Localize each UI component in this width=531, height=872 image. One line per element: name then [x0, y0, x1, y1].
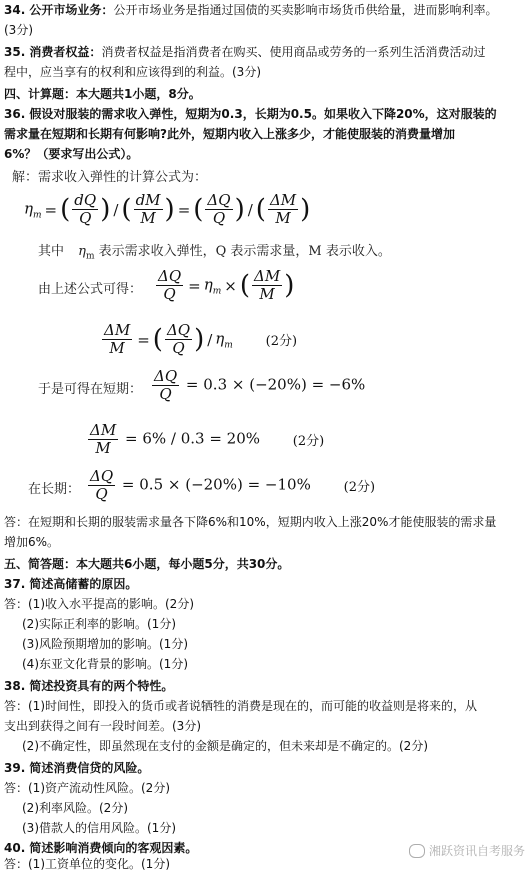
eta-symbol: η: [78, 244, 86, 259]
answer36-line2: 增加6%。: [4, 535, 60, 549]
derive-formula: $\frac{\Delta Q}{Q}$ = $\eta_m$ × ( $\frac{\Delta M}{M}$ ): [158, 267, 295, 303]
q38-answer1-cont: 支出到获得之间有一段时间差。(3分): [4, 719, 201, 733]
section5-heading: 五、简答题：本大题共6小题，每小题5分，共30分。: [4, 557, 290, 571]
elasticity-formula: $\eta_m$ = ( $\frac{dQ}{Q}$ ) / ( $\frac{dM}{M}$ ) = ( $\frac{\Delta Q}{Q}$ ) / ( $\frac{\Delta M}{M}$ ): [24, 191, 311, 227]
score-mark-3: (2分): [343, 480, 376, 495]
q37-title: 37. 简述高储蓄的原因。: [4, 577, 138, 591]
q34-line: [4, 2, 497, 18]
short-term-label: 于是可得在短期：: [38, 382, 143, 397]
q37-item: 答：(1)收入水平提高的影响。(2分): [4, 597, 194, 611]
where-line: [38, 244, 391, 265]
q37-item: (2)实际正利率的影响。(1分): [22, 617, 176, 631]
score-mark-1: (2分): [265, 334, 298, 349]
q37-item: (3)风险预期增加的影响。(1分): [22, 637, 188, 651]
q40-title: 40. 简述影响消费倾向的客观因素。: [4, 841, 198, 855]
q37-item: (4)东亚文化背景的影响。(1分): [22, 657, 188, 671]
q35-line: [4, 44, 485, 60]
income-change-formula: $\frac{\Delta M}{M}$ = ( $\frac{\Delta Q}{Q}$ ) / $\eta_m$ (2分): [104, 321, 298, 357]
eta-sub: m: [85, 251, 95, 262]
solution-intro: 解：需求收入弹性的计算公式为：: [12, 170, 208, 185]
section4-heading: 四、计算题：本大题共1小题，8分。: [4, 87, 201, 101]
score-mark-2: (2分): [292, 434, 325, 449]
q36-line2: 需求量在短期和长期有何影响?此外，短期内收入上涨多少，才能使服装的消费量增加: [4, 127, 455, 141]
q34-text: 公开市场业务是指通过国债的买卖影响市场货币供给量，进而影响利率。: [113, 3, 498, 17]
q34-title: 34. 公开市场业务：: [4, 3, 114, 17]
watermark: [409, 842, 525, 859]
q39-item: 答：(1)资产流动性风险。(2分): [4, 781, 170, 795]
q35-text2: 程中，应当享有的权利和应该得到的利益。(3分): [4, 65, 261, 79]
q38-answer2: (2)不确定性，即虽然现在支付的金额是确定的，但未来却是不确定的。(2分): [22, 739, 428, 753]
income-rise-formula: $\frac{\Delta M}{M}$ = 6% / 0.3 = 20% (2分): [90, 421, 325, 457]
q36-line3: 6%？（要求写出公式）。: [4, 147, 139, 161]
short-term-result: = 0.3 × (−20%) = −6%: [185, 375, 366, 394]
short-term-formula: $\frac{\Delta Q}{Q}$ = 0.3 × (−20%) = −6%: [154, 367, 366, 403]
where-text: 表示需求收入弹性，Q 表示需求量，M 表示收入。: [98, 244, 391, 259]
long-term-result: = 0.5 × (−20%) = −10%: [121, 475, 311, 494]
q40-answer1: 答：(1)工资单位的变化。(1分): [4, 857, 170, 871]
q39-title: 39. 简述消费信贷的风险。: [4, 761, 150, 775]
where-word: 其中: [38, 244, 65, 259]
q39-item: (3)借款人的信用风险。(1分): [22, 821, 176, 835]
chat-bubble-icon: [409, 844, 425, 858]
q35-title: 35. 消费者权益：: [4, 45, 102, 59]
q36-line1: 36. 假设对服装的需求收入弹性，短期为0.3，长期为0.5。如果收入下降20%，这对服装的: [4, 107, 497, 121]
derive-label: 由上述公式可得：: [38, 282, 143, 297]
answer36-line1: 答：在短期和长期的服装需求量各下降6%和10%，短期内收入上涨20%才能使服装的需求量: [4, 515, 497, 529]
q38-answer1: 答：(1)时间性，即投入的货币或者说牺牲的消费是现在的，而可能的收益则是将来的，从: [4, 699, 478, 713]
q35-text: 消费者权益是指消费者在购买、使用商品或劳务的一系列生活消费活动过: [101, 45, 486, 59]
watermark-text: 湘跃资讯自考服务: [428, 844, 525, 858]
q39-item: (2)利率风险。(2分): [22, 801, 128, 815]
long-term-label: 在长期：: [28, 482, 81, 497]
income-rise-result: = 6% / 0.3 = 20%: [124, 429, 261, 448]
q34-score: (3分): [4, 23, 33, 37]
q38-title: 38. 简述投资具有的两个特性。: [4, 679, 174, 693]
long-term-formula: $\frac{\Delta Q}{Q}$ = 0.5 × (−20%) = −10% (2分): [90, 467, 376, 503]
